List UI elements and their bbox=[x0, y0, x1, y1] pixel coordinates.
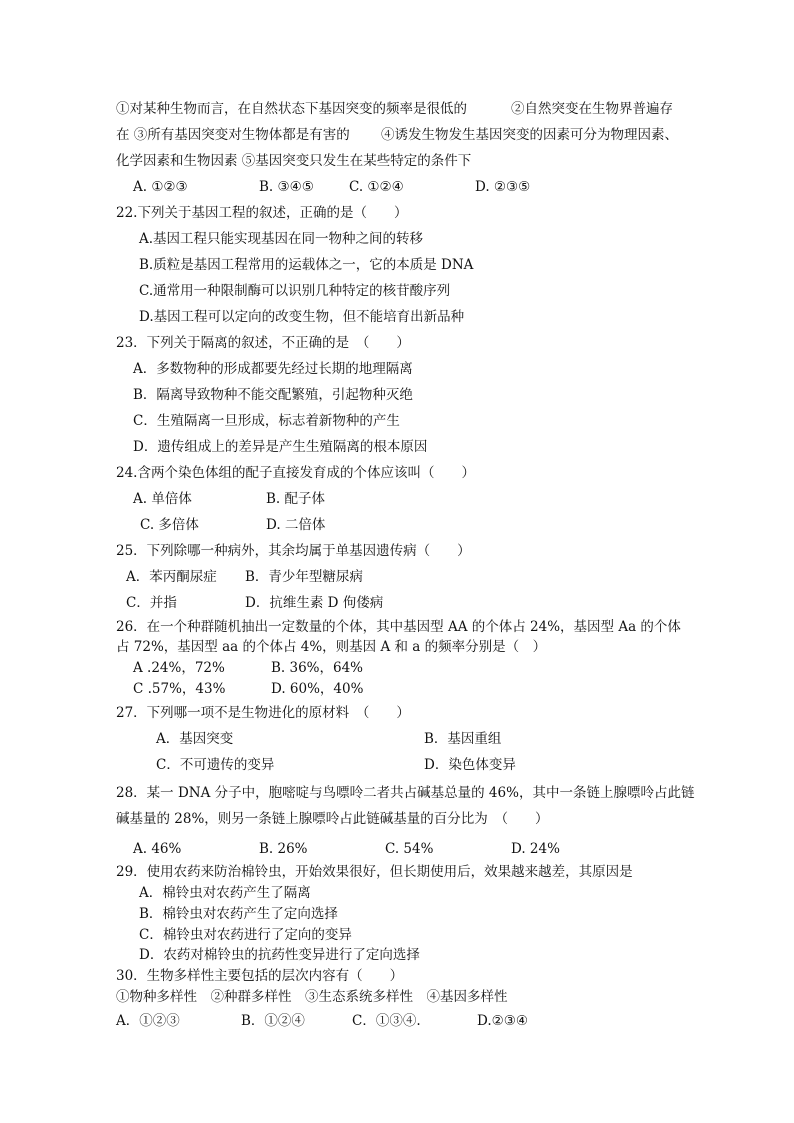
q23-option-b: B．隔离导致物种不能交配繁殖，引起物种灭绝 bbox=[133, 387, 413, 403]
q28-line2: 碱基量的 28%，则另一条链上腺嘌呤占此链碱基量的百分比为 （ ） bbox=[116, 811, 549, 827]
q24-option-b: B. 配子体 bbox=[266, 491, 326, 507]
q21-line3: 化学因素和生物因素 ⑤基因突变只发生在某些特定的条件下 bbox=[116, 153, 472, 169]
q28-option-b: B. 26% bbox=[259, 841, 308, 857]
q21-option-c: C. ①②④ bbox=[349, 179, 404, 195]
q26-option-c: C .57%，43% bbox=[133, 681, 226, 697]
q22-option-a: A.基因工程只能实现基因在同一物种之间的转移 bbox=[139, 231, 424, 247]
q28-line1: 28．某一 DNA 分子中，胞嘧啶与鸟嘌呤二者共占碱基总量的 46%，其中一条链上腺嘌呤占此链 bbox=[116, 785, 695, 801]
q26-line1: 26．在一个种群随机抽出一定数量的个体，其中基因型 AA 的个体占 24%，基因型 Aa 的个体 bbox=[116, 619, 681, 635]
q23-option-a: A．多数物种的形成都要先经过长期的地理隔离 bbox=[133, 361, 413, 377]
q25-option-b: B．青少年型糖尿病 bbox=[245, 569, 363, 585]
q30-option-c: C．①③④. bbox=[352, 1013, 421, 1029]
q30-option-b: B．①②④ bbox=[241, 1013, 305, 1029]
q21-line2a: 在 ③所有基因突变对生物体都是有害的 bbox=[116, 127, 350, 143]
q28-option-d: D. 24% bbox=[511, 841, 560, 857]
q25-option-d: D．抗维生素 D 佝偻病 bbox=[245, 595, 384, 611]
q22-option-c: C.通常用一种限制酶可以识别几种特定的核苷酸序列 bbox=[139, 283, 451, 299]
q24-stem: 24.含两个染色体组的配子直接发育成的个体应该叫（ ） bbox=[116, 465, 475, 481]
q21-line2b: ④诱发生物发生基因突变的因素可分为物理因素、 bbox=[381, 127, 678, 143]
q26-option-d: D. 60%，40% bbox=[271, 681, 364, 697]
q23-stem: 23．下列关于隔离的叙述，不正确的是 （ ） bbox=[116, 335, 410, 351]
q28-option-a: A. 46% bbox=[133, 841, 182, 857]
q21-line1a: ①对某种生物而言，在自然状态下基因突变的频率是很低的 bbox=[116, 101, 467, 117]
q30-items: ①物种多样性 ②种群多样性 ③生态系统多样性 ④基因多样性 bbox=[116, 989, 508, 1005]
q25-option-a: A．苯丙酮尿症 bbox=[126, 569, 217, 585]
q22-option-b: B.质粒是基因工程常用的运载体之一，它的本质是 DNA bbox=[139, 257, 474, 273]
q23-option-d: D．遗传组成上的差异是产生生殖隔离的根本原因 bbox=[133, 439, 428, 455]
q26-option-a: A .24%，72% bbox=[133, 660, 225, 676]
q29-option-c: C．棉铃虫对农药进行了定向的变异 bbox=[139, 927, 352, 943]
q27-option-b: B．基因重组 bbox=[424, 731, 502, 747]
q30-stem: 30．生物多样性主要包括的层次内容有（ ） bbox=[116, 968, 404, 984]
q22-stem: 22.下列关于基因工程的叙述，正确的是（ ） bbox=[116, 205, 408, 221]
q25-stem: 25．下列除哪一种病外，其余均属于单基因遗传病（ ） bbox=[116, 543, 471, 559]
q27-option-c: C．不可遗传的变异 bbox=[156, 757, 275, 773]
q26-line2: 占 72%，基因型 aa 的个体占 4%，则基因 A 和 a 的频率分别是（ ） bbox=[116, 639, 547, 655]
q22-option-d: D.基因工程可以定向的改变生物，但不能培育出新品种 bbox=[139, 309, 465, 325]
q25-option-c: C．并指 bbox=[126, 595, 177, 611]
q30-option-d: D.②③④ bbox=[477, 1013, 528, 1029]
q28-option-c: C. 54% bbox=[385, 841, 434, 857]
q29-option-d: D．农药对棉铃虫的抗药性变异进行了定向选择 bbox=[139, 947, 420, 963]
q29-stem: 29．使用农药来防治棉铃虫，开始效果很好，但长期使用后，效果越来越差，其原因是 bbox=[116, 864, 633, 880]
q24-option-c: C. 多倍体 bbox=[140, 517, 199, 533]
q26-option-b: B. 36%，64% bbox=[271, 660, 364, 676]
q27-stem: 27．下列哪一项不是生物进化的原材料 （ ） bbox=[116, 705, 410, 721]
q21-option-b: B. ③④⑤ bbox=[259, 179, 314, 195]
q29-option-a: A．棉铃虫对农药产生了隔离 bbox=[139, 885, 311, 901]
q21-option-d: D. ②③⑤ bbox=[475, 179, 531, 195]
q24-option-a: A. 单倍体 bbox=[133, 491, 192, 507]
q21-option-a: A. ①②③ bbox=[133, 179, 188, 195]
q23-option-c: C．生殖隔离一旦形成，标志着新物种的产生 bbox=[133, 413, 400, 429]
q29-option-b: B．棉铃虫对农药产生了定向选择 bbox=[139, 906, 338, 922]
q21-line1b: ②自然突变在生物界普遍存 bbox=[511, 101, 673, 117]
q30-option-a: A．①②③ bbox=[116, 1013, 180, 1029]
q27-option-d: D．染色体变异 bbox=[424, 757, 516, 773]
q27-option-a: A．基因突变 bbox=[156, 731, 234, 747]
q24-option-d: D. 二倍体 bbox=[266, 517, 326, 533]
